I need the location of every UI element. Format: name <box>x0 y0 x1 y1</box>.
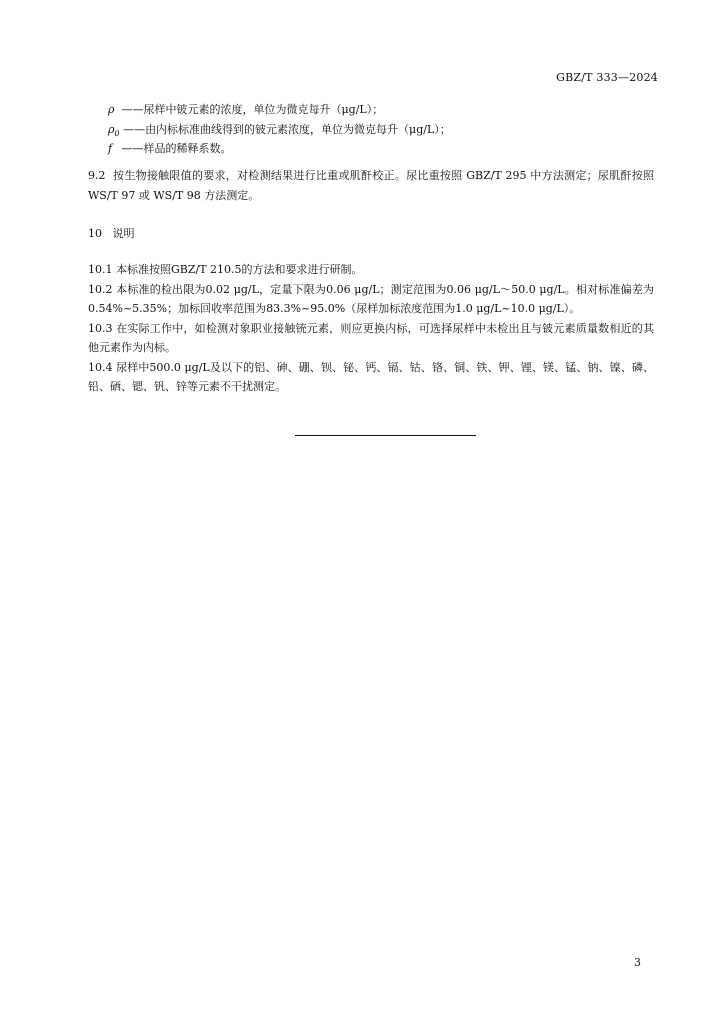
definition-rho0 <box>108 120 654 140</box>
section-text: 按生物接触限值的要求，对检测结果进行比重或肌酐校正。尿比重按照 GBZ/T 295 中方法测定；尿肌酐按照 WS/T 97 或 WS/T 98 方法测定。 <box>88 169 654 202</box>
item-number: 10.1 <box>88 263 113 276</box>
item-number: 10.2 <box>88 282 113 296</box>
heading-title: 说明 <box>112 227 135 240</box>
definition-text: ——由内标标准曲线得到的铍元素浓度，单位为微克每升（μg/L）； <box>123 122 451 136</box>
section-10-heading <box>88 224 654 244</box>
definition-f <box>108 139 654 159</box>
item-10-4 <box>88 358 654 397</box>
item-text: 尿样中500.0 μg/L及以下的铝、砷、硼、钡、铋、钙、镉、钴、铬、铜、铁、钾、锂、镁、锰、钠、镍、磷、铅、硒、锶、钒、锌等元素不干扰测定。 <box>88 360 655 393</box>
item-number: 10.3 <box>88 321 113 335</box>
item-text: 在实际工作中，如检测对象职业接触铳元素，则应更换内标，可选择尿样中未检出且与铍元素质量数相近的其他元素作为内标。 <box>88 321 655 354</box>
item-number: 10.4 <box>88 360 113 374</box>
page-number: 3 <box>634 956 641 969</box>
symbol-rho: ρ <box>108 103 115 116</box>
section-number: 9.2 <box>88 169 106 182</box>
item-text: 本标准的检出限为0.02 μg/L，定量下限为0.06 μg/L；测定范围为0.06 μg/L～50.0 μg/L。相对标准偏差为0.54%~5.35%；加标回收率范围为83.3%~95.0%（尿样加标浓度范围为1.0 μg/L~10.0 μg/L）。 <box>88 282 654 315</box>
section-9-2-paragraph <box>88 166 654 205</box>
heading-number: 10 <box>88 227 102 240</box>
section-10-items <box>88 260 654 397</box>
symbol-f: f <box>108 142 113 155</box>
symbol-rho0: $\rho_0$ <box>108 122 120 138</box>
definition-rho <box>108 100 654 120</box>
symbol-definitions <box>108 100 654 159</box>
definition-text: ——样品的稀释系数。 <box>121 142 232 155</box>
item-10-3 <box>88 319 654 358</box>
document-code-header: GBZ/T 333—2024 <box>556 71 658 84</box>
definition-text: ——尿样中铍元素的浓度，单位为微克每升（μg/L）； <box>121 103 384 116</box>
item-text: 本标准按照GBZ/T 210.5的方法和要求进行研制。 <box>116 263 363 276</box>
item-10-1 <box>88 260 654 280</box>
end-of-document-rule <box>295 435 476 436</box>
item-10-2 <box>88 280 654 319</box>
